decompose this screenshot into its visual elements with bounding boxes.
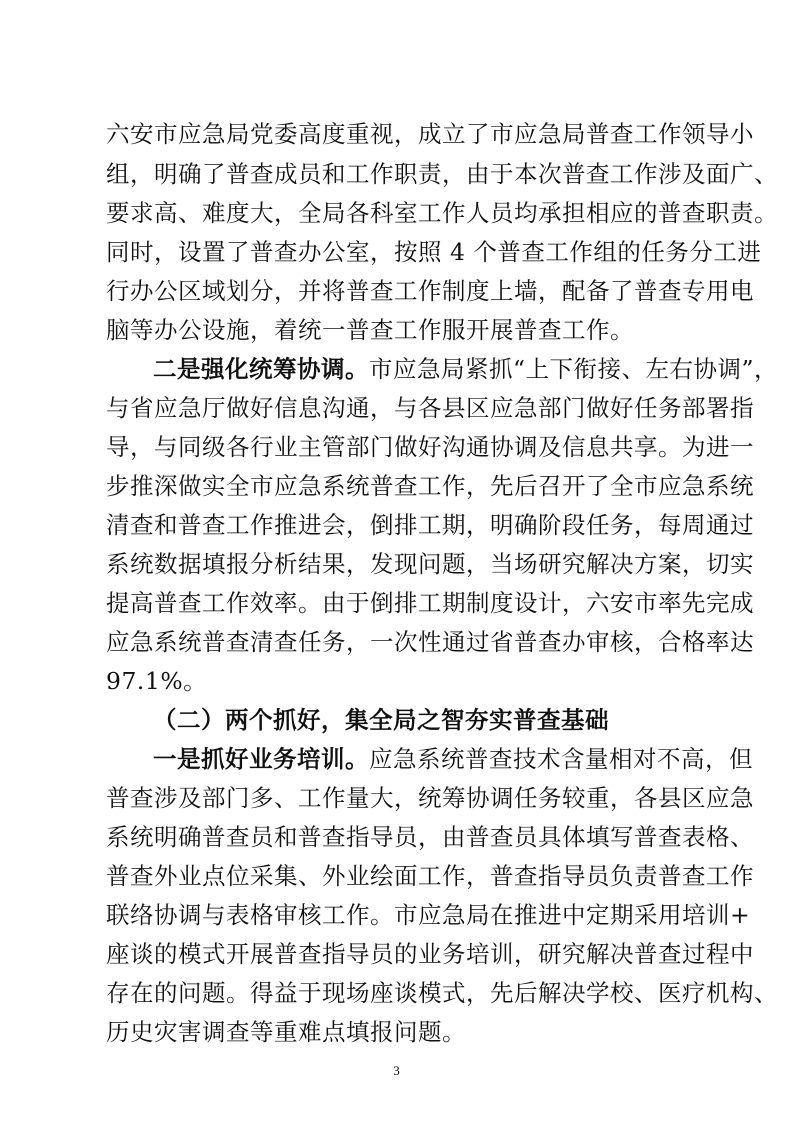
paragraph-2-line-9: 97.1%。: [106, 667, 208, 695]
paragraph-2-line-1: [153, 354, 779, 384]
paragraph-2-line-5: 清查和普查工作推进会，倒排工期，明确阶段任务，每周通过: [106, 511, 754, 539]
paragraph-2-line-6: 系统数据填报分析结果，发现问题，当场研究解决方案，切实: [106, 550, 754, 578]
paragraph-3-line-4: 普查外业点位采集、外业绘面工作，普查指导员负责普查工作: [106, 862, 754, 890]
paragraph-3-line-2: 普查涉及部门多、工作量大，统筹协调任务较重，各县区应急: [106, 784, 754, 812]
paragraph-1-line-5: 行办公区域划分，并将普查工作制度上墙，配备了普查专用电: [106, 277, 754, 305]
paragraph-1-line-4: 同时，设置了普查办公室，按照 4 个普查工作组的任务分工进: [106, 238, 762, 266]
paragraph-2-line-8: 应急系统普查清查任务，一次性通过省普查办审核，合格率达: [106, 628, 754, 656]
page-number: 3: [393, 1063, 400, 1078]
paragraph-2-lead: 二是强化统筹协调。: [153, 355, 369, 383]
paragraph-3-line-3: 系统明确普查员和普查指导员，由普查员具体填写普查表格、: [106, 823, 754, 851]
paragraph-3-line-8: 历史灾害调查等重难点填报问题。: [106, 1018, 466, 1046]
paragraph-2-line-2: 与省应急厅做好信息沟通，与各县区应急部门做好任务部署指: [106, 394, 754, 422]
paragraph-3-line-6: 座谈的模式开展普查指导员的业务培训，研究解决普查过程中: [106, 940, 754, 968]
section-heading: （二）两个抓好，集全局之智夯实普查基础: [153, 706, 609, 734]
paragraph-3-first-rest: 应急系统普查技术含量相对不高，但: [369, 745, 753, 773]
paragraph-3-line-5: 联络协调与表格审核工作。市应急局在推进中定期采用培训+: [106, 901, 751, 929]
paragraph-3-line-7: 存在的问题。得益于现场座谈模式，先后解决学校、医疗机构、: [106, 979, 778, 1007]
paragraph-2-first-rest: 市应急局紧抓“上下衔接、左右协调”，: [369, 355, 779, 383]
paragraph-2-line-3: 导，与同级各行业主管部门做好沟通协调及信息共享。为进一: [106, 433, 754, 461]
paragraph-1-line-3: 要求高、难度大，全局各科室工作人员均承担相应的普查职责。: [106, 199, 778, 227]
paragraph-1-line-6: 脑等办公设施，着统一普查工作服开展普查工作。: [106, 316, 634, 344]
paragraph-2-line-4: 步推深做实全市应急系统普查工作，先后召开了全市应急系统: [106, 472, 754, 500]
paragraph-2-line-7: 提高普查工作效率。由于倒排工期制度设计，六安市率先完成: [106, 589, 754, 617]
paragraph-1-line-1: 六安市应急局党委高度重视，成立了市应急局普查工作领导小: [106, 120, 754, 148]
paragraph-3-lead: 一是抓好业务培训。: [153, 745, 369, 773]
paragraph-3-line-1: [153, 744, 753, 774]
paragraph-1-line-2: 组，明确了普查成员和工作职责，由于本次普查工作涉及面广、: [106, 160, 778, 188]
